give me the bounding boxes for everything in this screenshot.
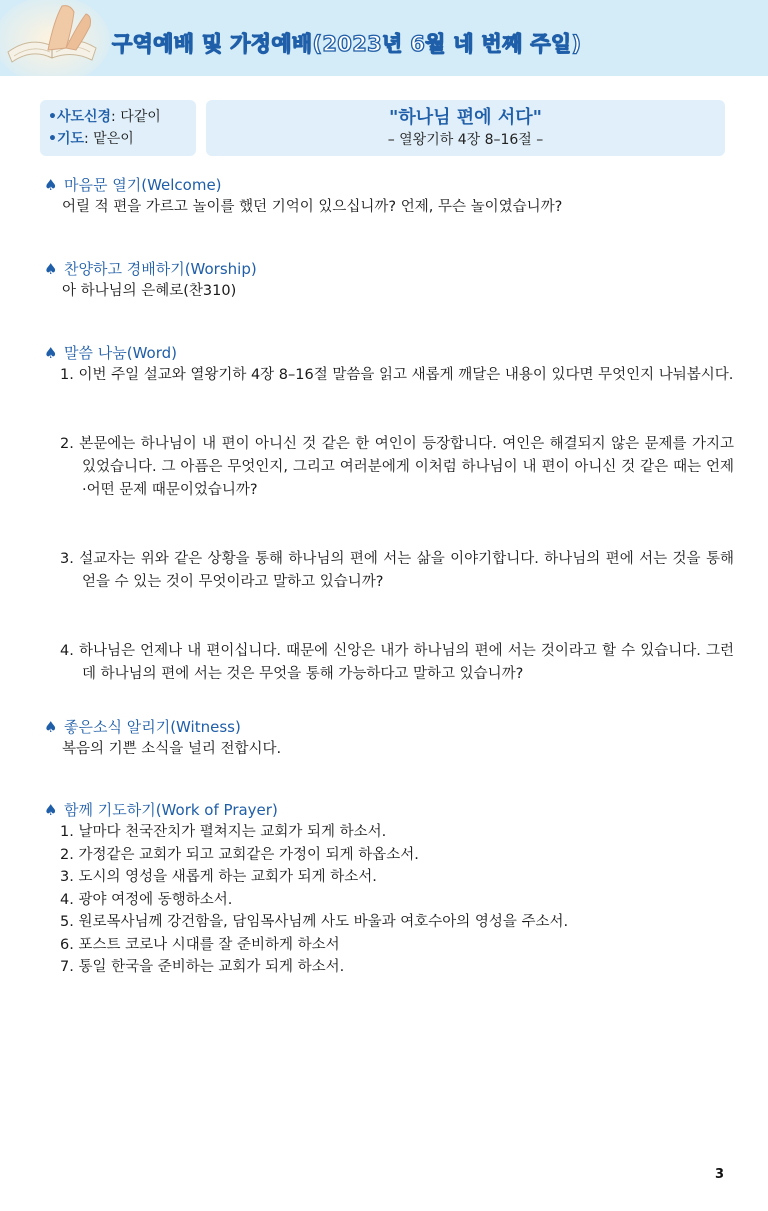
prayer-item: 5. 원로목사님께 강건함을, 담임목사님께 사도 바울과 여호수아의 영성을 주소서. xyxy=(60,914,569,930)
section-heading-text: 마음문 열기(Welcome) xyxy=(64,176,222,194)
scripture-reference: – 열왕기하 4장 8–16절 – xyxy=(387,132,544,148)
section-welcome xyxy=(44,174,734,218)
section-text: 복음의 기쁜 소식을 널리 전합시다. xyxy=(62,741,282,757)
prayer-item: 6. 포스트 코로나 시대를 잘 준비하게 하소서 xyxy=(60,936,340,953)
section-heading xyxy=(44,174,734,196)
section-heading-text: 찬양하고 경배하기(Worship) xyxy=(64,260,257,278)
question-item: 2. 본문에는 하나님이 내 편이 아니신 것 같은 한 여인이 등장합니다. 여인은 해결되지 않은 문제를 가지고 있었습니다. 그 아픔은 무엇인지, 그리고 여러분에게 이처럼 하나님이 내 편이 아니신 것 같은 때는 언제·어떤 문제 때문이었습니까? xyxy=(60,436,734,498)
question-item: 4. 하나님은 언제나 내 편이십니다. 때문에 신앙은 내가 하나님의 편에 서는 것이라고 할 수 있습니다. 그런데 하나님의 편에 서는 것은 무엇을 통해 가능하다고 말하고 있습니까? xyxy=(60,643,734,682)
prayer-item: 2. 가정같은 교회가 되고 교회같은 가정이 되게 하옵소서. xyxy=(60,846,419,863)
creed-value: : 다같이 xyxy=(111,109,161,125)
section-worship xyxy=(44,258,734,302)
spade-icon: ♠ xyxy=(44,801,58,819)
section-heading-text: 함께 기도하기(Work of Prayer) xyxy=(64,801,278,819)
section-heading xyxy=(44,716,734,738)
question-item: 3. 설교자는 위와 같은 상황을 통해 하나님의 편에 서는 삶을 이야기합니다. 하나님의 편에 서는 것을 통해 얻을 수 있는 것이 무엇이라고 말하고 있습니까? xyxy=(60,551,734,590)
section-heading-text: 말씀 나눔(Word) xyxy=(64,344,177,362)
section-word xyxy=(44,342,734,686)
prayer-item: 1. 날마다 천국잔치가 펼쳐지는 교회가 되게 하소서. xyxy=(60,824,387,840)
question-item: 1. 이번 주일 설교와 열왕기하 4장 8–16절 말씀을 읽고 새롭게 깨달은 내용이 있다면 무엇인지 나눠봅시다. xyxy=(60,367,734,383)
order-info-box xyxy=(40,100,196,156)
prayer-value: : 맡은이 xyxy=(84,131,134,147)
page-title: 구역예배 및 가정예배(2023년 6월 네 번째 주일) xyxy=(112,32,582,56)
praying-hands-bible-icon xyxy=(0,0,110,76)
header-banner xyxy=(0,0,768,76)
prayer-item: 4. 광야 여정에 동행하소서. xyxy=(60,891,233,908)
section-heading xyxy=(44,342,734,364)
prayer-label: •기도 xyxy=(48,131,84,147)
section-prayer xyxy=(44,799,734,979)
spade-icon: ♠ xyxy=(44,718,58,736)
sermon-title: "하나님 편에 서다" xyxy=(388,107,542,128)
prayer-item: 3. 도시의 영성을 새롭게 하는 교회가 되게 하소서. xyxy=(60,869,377,885)
section-heading xyxy=(44,799,734,821)
spade-icon: ♠ xyxy=(44,176,58,194)
prayer-item: 7. 통일 한국을 준비하는 교회가 되게 하소서. xyxy=(60,959,345,975)
section-witness xyxy=(44,716,734,760)
section-heading xyxy=(44,258,734,280)
section-heading-text: 좋은소식 알리기(Witness) xyxy=(64,718,241,736)
page-number: 3 xyxy=(715,1167,725,1182)
creed-label: •사도신경 xyxy=(48,109,112,125)
creed-line xyxy=(48,106,196,128)
sermon-title-box xyxy=(206,100,725,156)
spade-icon: ♠ xyxy=(44,260,58,278)
section-text: 아 하나님의 은혜로(찬310) xyxy=(62,283,237,299)
spade-icon: ♠ xyxy=(44,344,58,362)
prayer-line xyxy=(48,128,196,150)
section-text: 어릴 적 편을 가르고 놀이를 했던 기억이 있으십니까? 언제, 무슨 놀이였습니까? xyxy=(62,199,563,215)
